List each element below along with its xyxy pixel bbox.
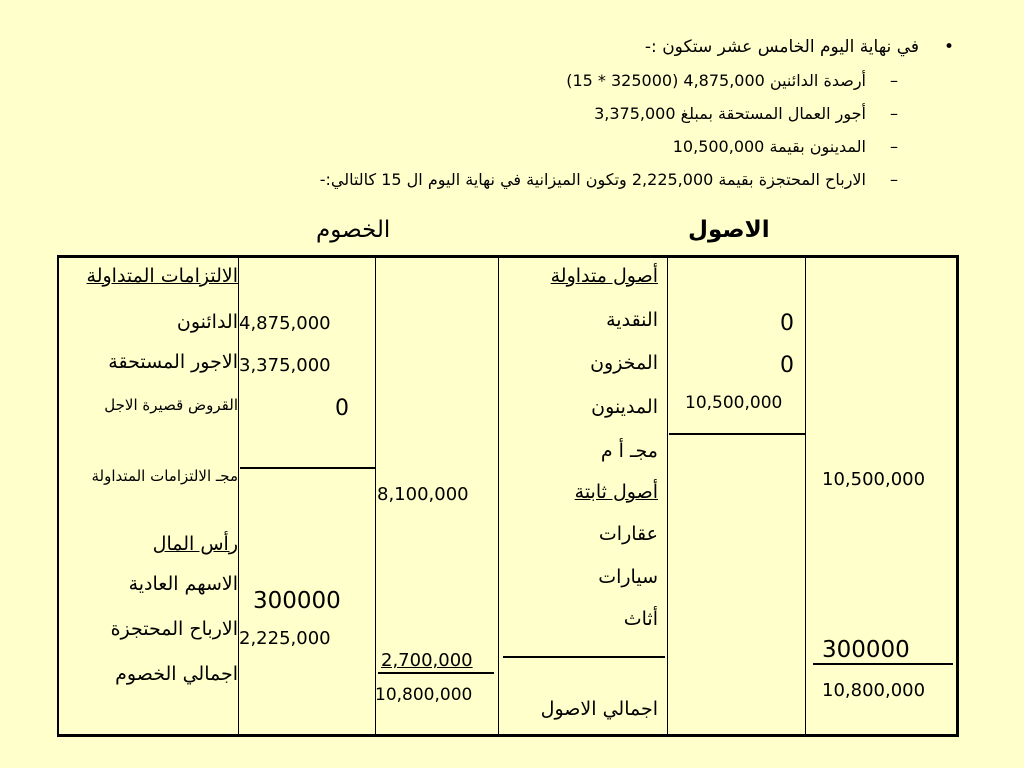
- debtors-value: 10,500,000: [685, 393, 783, 413]
- table-right-border: [956, 255, 959, 737]
- column-divider: [498, 257, 499, 735]
- current-liabilities-title: الالتزامات المتداولة: [86, 265, 238, 287]
- capital-total-value: 2,700,000: [381, 650, 473, 671]
- current-assets-total-label: مجـ أ م: [600, 440, 658, 462]
- cash-value: 0: [780, 311, 794, 336]
- dash-symbol: –: [890, 170, 898, 189]
- furniture-label: أثاث: [623, 608, 658, 630]
- liabilities-subtotal-rule: [240, 467, 375, 469]
- total-assets-label: اجمالي الاصول: [540, 698, 658, 720]
- bullet-symbol: •: [944, 37, 955, 57]
- bullet-item-creditors: أرصدة الدائنين 4,875,000 (325000 * 15): [566, 71, 866, 90]
- wages-label: الاجور المستحقة: [108, 351, 238, 373]
- current-assets-title: أصول متداولة: [550, 265, 658, 287]
- assets-section-rule: [503, 656, 665, 658]
- table-top-border: [57, 255, 959, 258]
- bullet-item-retained: الارباح المحتجزة بقيمة 2,225,000 وتكون الميزانية في نهاية اليوم ال 15 كالتالي:-: [319, 170, 866, 189]
- table-left-border: [57, 255, 59, 737]
- bullet-item-debtors: المدينون بقيمة 10,500,000: [672, 137, 866, 156]
- inventory-label: المخزون: [590, 352, 658, 374]
- stock-label: الاسهم العادية: [128, 573, 238, 595]
- bullet-item-wages: أجور العمال المستحقة بمبلغ 3,375,000: [594, 104, 866, 123]
- fixed-assets-title: أصول ثابتة: [574, 481, 658, 503]
- total-liabilities-label: اجمالي الخصوم: [115, 663, 238, 685]
- dash-symbol: –: [890, 137, 898, 156]
- column-divider: [805, 257, 806, 735]
- inventory-value: 0: [780, 353, 794, 378]
- dash-symbol: –: [890, 71, 898, 90]
- debtors-label: المدينون: [591, 396, 658, 418]
- capital-title: رأس المال: [152, 533, 238, 555]
- assets-header: الاصول: [688, 217, 770, 243]
- cars-label: سيارات: [598, 566, 658, 588]
- table-bottom-border: [57, 734, 959, 737]
- column-divider: [667, 257, 668, 735]
- total-liabilities-value: 10,800,000: [375, 685, 473, 705]
- current-liabilities-total-label: مجـ الالتزامات المتداولة: [91, 467, 238, 485]
- capital-subtotal-rule: [378, 672, 494, 674]
- fixed-assets-total-value: 300000: [822, 637, 910, 663]
- bullet-main-text: في نهاية اليوم الخامس عشر ستكون :-: [644, 37, 919, 57]
- assets-current-subtotal-rule: [669, 433, 805, 435]
- retained-earnings-value: 2,225,000: [239, 628, 331, 649]
- current-assets-total-value: 10,500,000: [822, 469, 926, 490]
- total-assets-value: 10,800,000: [822, 680, 926, 701]
- column-divider: [375, 257, 376, 735]
- loans-label: القروض قصيرة الاجل: [104, 396, 238, 414]
- wages-value: 3,375,000: [239, 355, 331, 376]
- stock-value: 300000: [253, 588, 341, 614]
- fixed-assets-subtotal-rule: [813, 663, 953, 665]
- realestate-label: عقارات: [598, 523, 658, 545]
- current-liabilities-total-value: 8,100,000: [377, 484, 469, 505]
- dash-symbol: –: [890, 104, 898, 123]
- retained-earnings-label: الارباح المحتجزة: [110, 618, 238, 640]
- creditors-value: 4,875,000: [239, 313, 331, 334]
- liabilities-header: الخصوم: [316, 217, 391, 243]
- cash-label: النقدية: [606, 309, 658, 331]
- creditors-label: الدائنون: [176, 311, 238, 333]
- loans-value: 0: [335, 396, 349, 421]
